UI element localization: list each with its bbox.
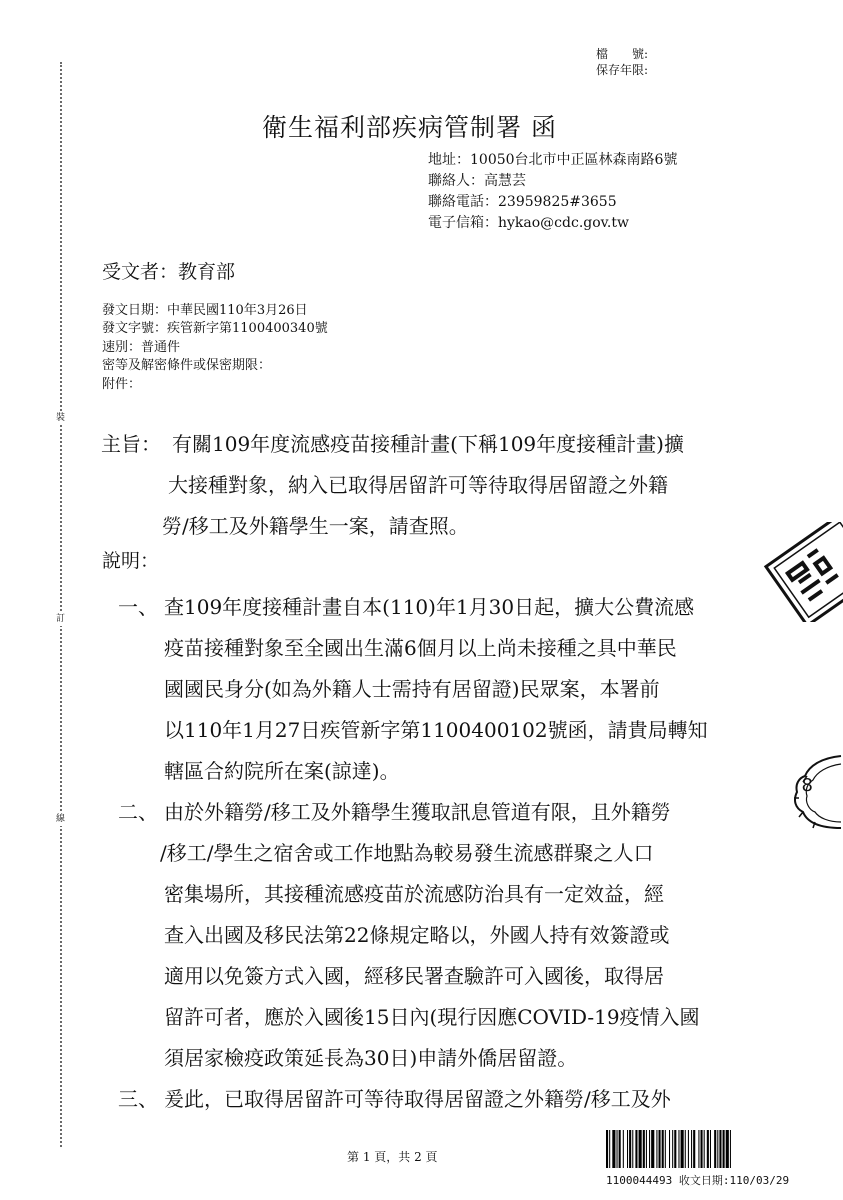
barcode-bar bbox=[678, 1130, 679, 1168]
recipient: 受文者：教育部 bbox=[102, 261, 236, 283]
barcode-bar bbox=[609, 1130, 610, 1168]
barcode-bar bbox=[646, 1130, 647, 1168]
contact-email: 電子信箱：hykao@cdc.gov.tw bbox=[428, 215, 629, 231]
subject-line: 勞/移工及外籍學生一案，請查照。 bbox=[162, 514, 469, 538]
issue-date: 發文日期：中華民國110年3月26日 bbox=[102, 303, 308, 318]
body-line: 以110年1月27日疾管新字第1100400102號函，請貴局轉知 bbox=[164, 718, 708, 742]
speed-class: 速別：普通件 bbox=[102, 339, 181, 355]
barcode-bar bbox=[632, 1130, 633, 1168]
barcode-bar bbox=[681, 1130, 684, 1168]
barcode-bar bbox=[665, 1130, 666, 1168]
barcode-bar bbox=[639, 1130, 642, 1168]
barcode-bar bbox=[629, 1130, 631, 1168]
barcode-bar bbox=[723, 1130, 725, 1168]
binding-margin-line bbox=[60, 62, 62, 1147]
barcode-bar bbox=[698, 1130, 699, 1168]
body-line: 密集場所，其接種流感疫苗於流感防治具有一定效益，經 bbox=[164, 882, 664, 906]
contact-address: 地址：10050台北市中正區林森南路6號 bbox=[428, 152, 678, 168]
body-line: 爰此，已取得居留許可等待取得居留證之外籍勞/移工及外 bbox=[164, 1087, 671, 1111]
barcode-bar bbox=[623, 1130, 624, 1168]
org-title: 衛生福利部疾病管制署 函 bbox=[262, 113, 557, 142]
body-line: 留許可者，應於入國後15日內(現行因應COVID-19疫情入國 bbox=[164, 1005, 700, 1029]
contact-person: 聯絡人：高慧芸 bbox=[428, 173, 526, 189]
binding-mark-top: 裝 bbox=[56, 413, 66, 423]
barcode-bar bbox=[693, 1130, 695, 1168]
body-line: 疫苗接種對象至全國出生滿6個月以上尚未接種之具中華民 bbox=[164, 636, 677, 660]
body-line: 查入出國及移民法第22條規定略以，外國人持有效簽證或 bbox=[164, 923, 670, 947]
barcode-bar bbox=[674, 1130, 676, 1168]
barcode-bar bbox=[662, 1130, 664, 1168]
secrecy-level: 密等及解密條件或保密期限： bbox=[102, 358, 272, 374]
explanation-label: 說明： bbox=[102, 550, 160, 572]
barcode-bar bbox=[701, 1130, 703, 1168]
page-number-footer: 第 1 頁，共 2 頁 bbox=[347, 1150, 438, 1164]
doc-meta bbox=[102, 302, 328, 394]
barcode-bar bbox=[627, 1130, 628, 1168]
stamp-page-number: 8 bbox=[801, 775, 813, 796]
subject-line: 有關109年度流感疫苗接種計畫(下稱109年度接種計畫)擴 bbox=[172, 432, 684, 456]
barcode-bar bbox=[691, 1130, 692, 1168]
retention-label: 保存年限: bbox=[595, 63, 648, 77]
barcode-bar bbox=[714, 1130, 716, 1168]
barcode-bar bbox=[669, 1130, 670, 1168]
body-line: 轄區合約院所在案(諒達)。 bbox=[164, 759, 400, 783]
barcode-bar bbox=[649, 1130, 650, 1168]
body-line: 國國民身分(如為外籍人士需持有居留證)民眾案，本署前 bbox=[164, 677, 660, 701]
attachments: 附件： bbox=[102, 376, 142, 392]
barcode-bar bbox=[710, 1130, 711, 1168]
doc-number: 發文字號：疾管新字第1100400340號 bbox=[102, 321, 328, 337]
barcode-bar bbox=[656, 1130, 657, 1168]
barcode-bar bbox=[717, 1130, 718, 1168]
barcode bbox=[606, 1130, 812, 1168]
body-line: 須居家檢疫政策延長為30日)申請外僑居留證。 bbox=[164, 1046, 578, 1070]
body-line: 適用以免簽方式入國，經移民署查驗許可入國後，取得居 bbox=[164, 964, 664, 988]
binding-mark-bottom: 線 bbox=[56, 814, 66, 824]
barcode-bar bbox=[651, 1130, 654, 1168]
barcode-bar bbox=[704, 1130, 705, 1168]
barcode-bar bbox=[726, 1130, 729, 1168]
electronic-seal-stamp bbox=[761, 522, 843, 622]
file-info bbox=[596, 46, 648, 78]
body-line: 由於外籍勞/移工及外籍學生獲取訊息管道有限，且外籍勞 bbox=[164, 800, 671, 824]
barcode-bar bbox=[659, 1130, 661, 1168]
barcode-bar bbox=[643, 1130, 645, 1168]
barcode-bar bbox=[612, 1130, 615, 1168]
barcode-bar bbox=[617, 1130, 618, 1168]
binding-mark-middle: 訂 bbox=[56, 614, 66, 624]
barcode-bar bbox=[730, 1130, 731, 1168]
item-number: 三、 bbox=[118, 1087, 158, 1111]
body-line: 查109年度接種計畫自本(110)年1月30日起，擴大公費流感 bbox=[164, 595, 695, 619]
body-line: /移工/學生之宿舍或工作地點為較易發生流感群聚之人口 bbox=[160, 841, 654, 865]
barcode-bar bbox=[606, 1130, 608, 1168]
barcode-bar bbox=[635, 1130, 637, 1168]
item-number: 二、 bbox=[118, 800, 158, 824]
file-no-label: 檔 號: bbox=[595, 47, 648, 61]
barcode-bar bbox=[619, 1130, 621, 1168]
contact-phone: 聯絡電話：23959825#3655 bbox=[428, 194, 617, 210]
barcode-bar bbox=[688, 1130, 689, 1168]
subject-label: 主旨： bbox=[101, 432, 161, 456]
barcode-bar bbox=[719, 1130, 721, 1168]
item-number: 一、 bbox=[118, 595, 158, 619]
barcode-bar bbox=[685, 1130, 686, 1168]
subject-line: 大接種對象，納入已取得居留許可等待取得居留證之外籍 bbox=[168, 473, 668, 497]
contact-block bbox=[428, 150, 677, 234]
barcode-bar bbox=[707, 1130, 709, 1168]
barcode-bar bbox=[672, 1130, 673, 1168]
barcode-text: 1100044493 收文日期:110/03/29 bbox=[606, 1174, 790, 1187]
